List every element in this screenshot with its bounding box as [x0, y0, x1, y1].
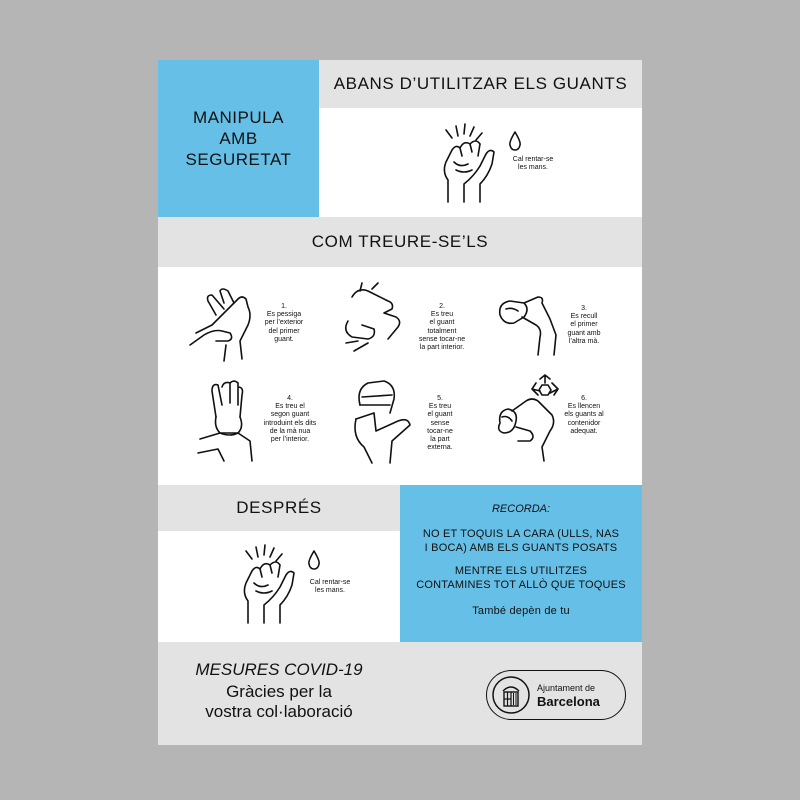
abans-panel	[319, 108, 642, 217]
manipula-line: MANIPULA	[193, 108, 284, 127]
water-drop-icon	[507, 130, 523, 152]
step-3-text: 3. Es recull el primer guant amb l’altra mà.	[567, 305, 601, 345]
step-5-text: 5. Es treu el guant sense tocar-ne la part externa.	[427, 395, 453, 452]
abans-header	[319, 60, 642, 108]
remove-panel	[158, 267, 642, 485]
despres-note: Cal rentar-se les mans.	[309, 579, 351, 595]
recorda-line-2: MENTRE ELS UTILITZES CONTAMINES TOT ALLÒ QUE TOQUES	[416, 565, 626, 591]
despres-panel	[158, 531, 400, 642]
remove-header	[158, 217, 642, 267]
hand-washing-icon	[434, 122, 504, 204]
recorda-line-1: NO ET TOQUIS LA CARA (ULLS, NAS I BOCA) AMB ELS GUANTS POSATS	[422, 528, 620, 554]
despres-title: DESPRÉS	[236, 498, 322, 517]
footer	[158, 642, 642, 745]
mesures-title: MESURES COVID-19	[195, 660, 363, 679]
step-2-text: 2. Es treu el guant totalment sense tocar-ne la part interior.	[418, 303, 466, 352]
thanks-line: vostra col·laboració	[205, 702, 353, 721]
barcelona-logo	[486, 670, 626, 720]
hand-washing-icon	[234, 543, 304, 625]
despres-header	[158, 485, 400, 531]
abans-title: ABANS D’UTILITZAR ELS GUANTS	[333, 74, 628, 93]
water-drop-icon	[306, 549, 322, 571]
thanks-line: Gràcies per la	[226, 682, 332, 701]
logo-text-small: Ajuntament de	[537, 683, 596, 693]
city-seal-icon	[491, 675, 531, 715]
logo-text-big: Barcelona	[537, 694, 600, 709]
recorda-line-3: També depèn de tu	[472, 605, 570, 617]
step-6-text: 6. Es llencen els guants al contenidor adequat.	[564, 395, 604, 435]
step-1-text: 1. Es pessiga per l’exterior del primer guant.	[264, 303, 304, 343]
recorda-label: RECORDA:	[491, 503, 551, 515]
glove-removal-icon	[186, 285, 264, 363]
remove-title: COM TREURE-SE’LS	[311, 232, 489, 251]
step-4-text: 4. Es treu el segon guant introduint els dits de la mà nua per l’interior.	[263, 395, 317, 444]
poster	[158, 60, 642, 745]
glove-removal-icon	[338, 281, 418, 363]
recorda-box	[400, 485, 642, 642]
manipula-line: AMB	[219, 129, 258, 148]
manipula-line: SEGURETAT	[185, 150, 292, 169]
glove-removal-icon	[346, 375, 420, 465]
abans-note: Cal rentar-se les mans.	[512, 156, 554, 172]
manipula-box	[158, 60, 319, 217]
